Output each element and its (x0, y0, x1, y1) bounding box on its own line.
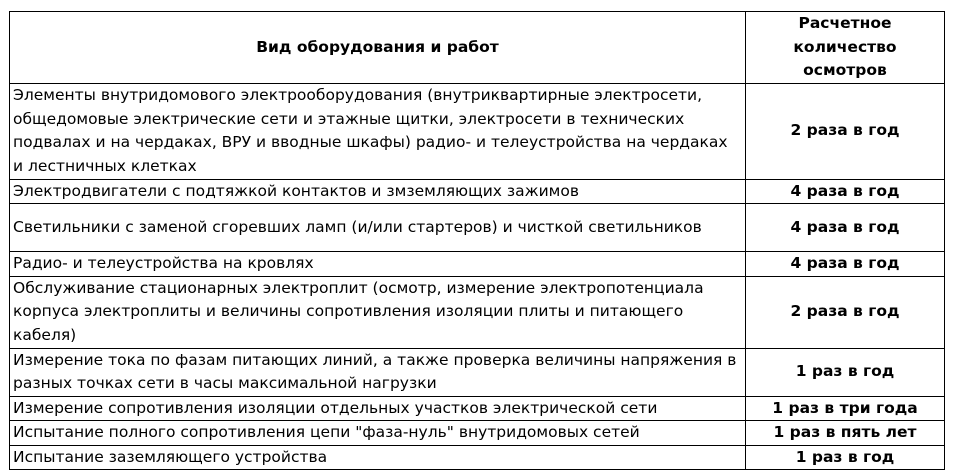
table-row (10, 445, 945, 470)
frequency-cell: 4 раза в год (746, 252, 945, 277)
work-cell: Испытание полного сопротивления цепи "фаза-нуль" внутридомовых сетей (10, 421, 746, 446)
frequency-cell: 2 раза в год (746, 276, 945, 348)
work-cell: Электродвигатели с подтяжкой контактов и змземляющих зажимов (10, 179, 746, 204)
inspection-schedule-table (9, 11, 945, 470)
work-cell: Испытание заземляющего устройства (10, 445, 746, 470)
work-cell: Измерение сопротивления изоляции отдельных участков электрической сети (10, 396, 746, 421)
frequency-cell: 4 раза в год (746, 179, 945, 204)
inspection-table-container (9, 11, 945, 470)
frequency-cell: 2 раза в год (746, 83, 945, 179)
work-cell: Измерение тока по фазам питающих линий, а также проверка величины напряжения в разных точках сети в часы максимальной нагрузки (10, 348, 746, 396)
frequency-cell: 1 раз в год (746, 348, 945, 396)
table-row (10, 179, 945, 204)
frequency-cell: 1 раз в год (746, 445, 945, 470)
frequency-cell: 1 раз в три года (746, 396, 945, 421)
table-row (10, 252, 945, 277)
frequency-cell: 1 раз в пять лет (746, 421, 945, 446)
header-equipment-and-works: Вид оборудования и работ (10, 12, 746, 84)
table-row (10, 83, 945, 179)
table-row (10, 348, 945, 396)
work-cell: Радио- и телеустройства на кровлях (10, 252, 746, 277)
table-row (10, 276, 945, 348)
table-row (10, 396, 945, 421)
work-cell: Светильники с заменой сгоревших ламп (и/или стартеров) и чисткой светильников (10, 204, 746, 252)
table-header-row (10, 12, 945, 84)
table-row (10, 421, 945, 446)
table-row (10, 204, 945, 252)
frequency-cell: 4 раза в год (746, 204, 945, 252)
header-inspection-count: Расчетное количество осмотров (746, 12, 945, 84)
work-cell: Обслуживание стационарных электроплит (осмотр, измерение электропотенциала корпуса электроплиты и величины сопротивления изоляции плиты и питающего кабеля) (10, 276, 746, 348)
work-cell: Элементы внутридомового электрооборудования (внутриквартирные электросети, общедомовые электрические сети и этажные щитки, электросети в технических подвалах и на чердаках, ВРУ и вводные шкафы) радио- и телеустройства на чердаках и лестничных клетках (10, 83, 746, 179)
